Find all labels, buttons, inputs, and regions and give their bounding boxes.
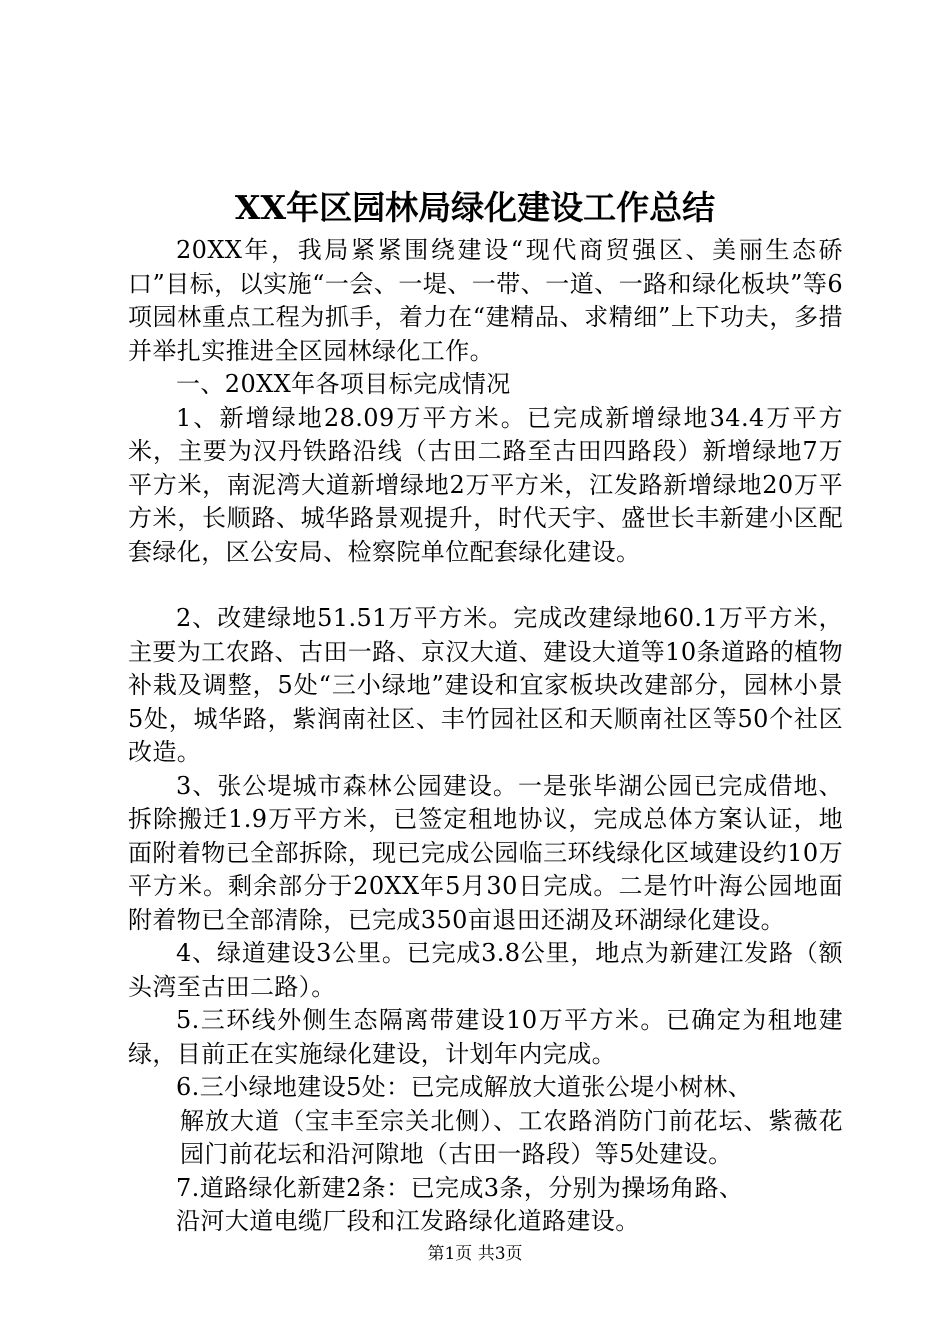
item-3-paragraph: 3、张公堤城市森林公园建设。一是张毕湖公园已完成借地、拆除搬迁1.9万平方米，已签定租地协议，完成总体方案认证，地面附着物已全部拆除，现已完成公园临三环线绿化区域建设约10万平方米。剩余部分于20XX年5月30日完成。二是竹叶海公园地面附着物已全部清除，已完成350亩退田还湖及环湖绿化建设。 xyxy=(128,771,843,934)
item-2-paragraph: 2、改建绿地51.51万平方米。完成改建绿地60.1万平方米，主要为工农路、古田一路、京汉大道、建设大道等10条道路的植物补栽及调整，5处“三小绿地”建设和宜家板块改建部分，园林小景5处，城华路，紫润南社区、丰竹园社区和天顺南社区等50个社区改造。 xyxy=(128,604,843,766)
intro-paragraph: 20XX年，我局紧紧围绕建设“现代商贸强区、美丽生态硚口”目标，以实施“一会、一堤、一带、一道、一路和绿化板块”等6项园林重点工程为抓手，着力在“建精品、求精细”上下功夫，多措并举扎实推进全区园林绿化工作。 xyxy=(128,236,843,365)
section-heading: 一、20XX年各项目标完成情况 xyxy=(176,370,511,398)
item-5-paragraph: 5.三环线外侧生态隔离带建设10万平方米。已确定为租地建绿，目前正在实施绿化建设，计划年内完成。 xyxy=(128,1006,843,1068)
document-body xyxy=(128,234,843,1239)
item-6-paragraph: 6.三小绿地建设5处：已完成解放大道张公堤小树林、 xyxy=(176,1073,753,1101)
item-7-paragraph: 7.道路绿化新建2条：已完成3条，分别为操场角路、 xyxy=(176,1173,744,1202)
item-4-paragraph: 4、绿道建设3公里。已完成3.8公里，地点为新建江发路（额头湾至古田二路）。 xyxy=(128,939,843,1001)
page-footer: 第1页 共3页 xyxy=(427,1244,523,1264)
item-1-paragraph: 1、新增绿地28.09万平方米。已完成新增绿地34.4万平方米，主要为汉丹铁路沿线（古田二路至古田四路段）新增绿地7万平方米，南泥湾大道新增绿地2万平方米，江发路新增绿地20万平方米，长顺路、城华路景观提升，时代天宇、盛世长丰新建小区配套绿化，区公安局、检察院单位配套绿化建设。 xyxy=(128,403,843,566)
item-7-continuation: 沿河大道电缆厂段和江发路绿化道路建设。 xyxy=(176,1207,640,1235)
item-6-continuation: 解放大道（宝丰至宗关北侧）、工农路消防门前花坛、紫薇花园门前花坛和沿河隙地（古田一路段）等5处建设。 xyxy=(180,1106,843,1168)
document-title: XX年区园林局绿化建设工作总结 xyxy=(234,188,716,227)
